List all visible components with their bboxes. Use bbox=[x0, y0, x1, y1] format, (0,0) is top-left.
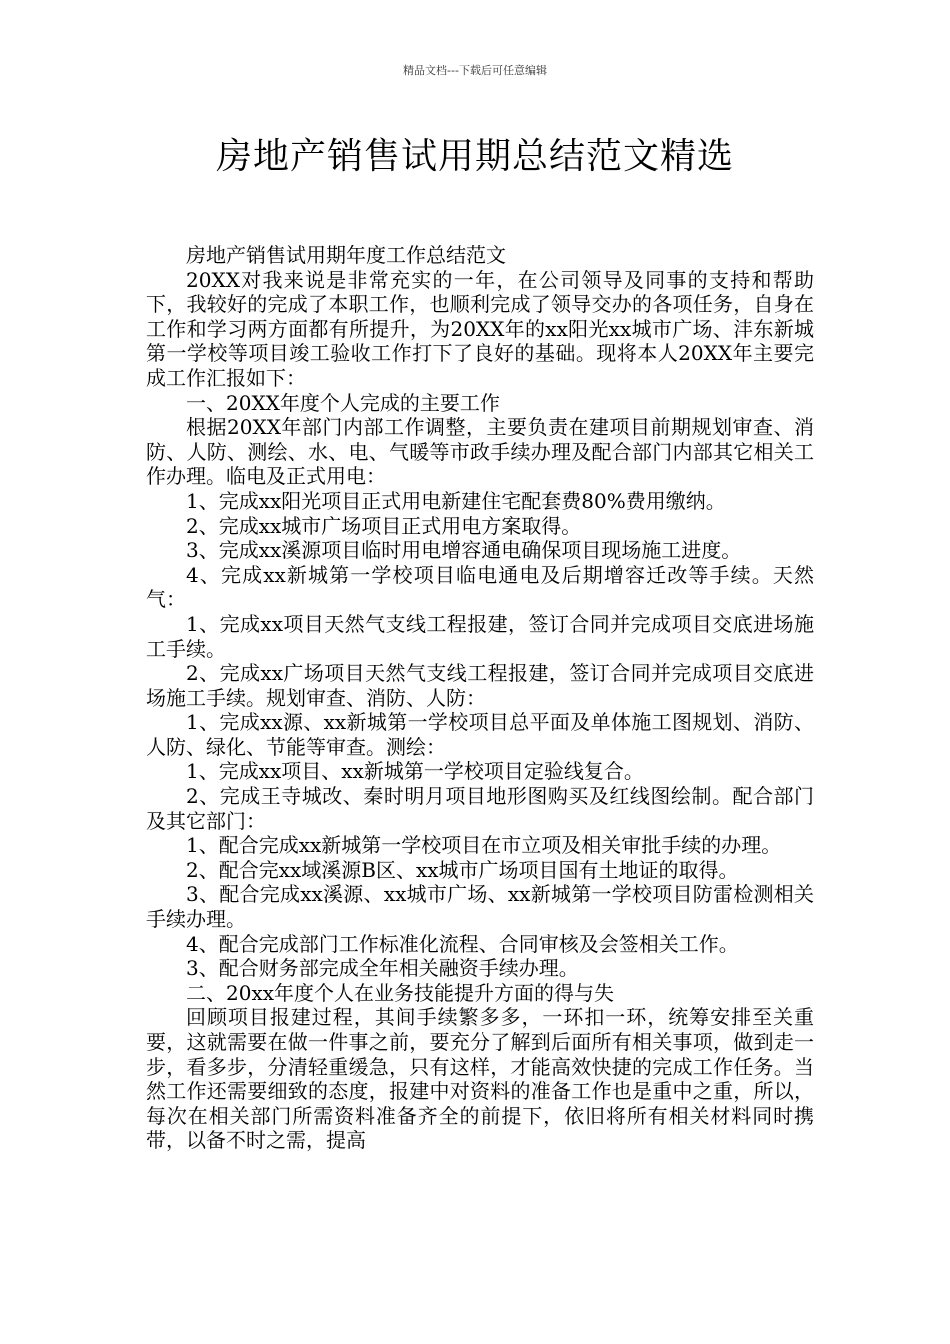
paragraph-subtitle: 房地产销售试用期年度工作总结范文 bbox=[186, 243, 506, 267]
section-heading-2: 二、20xx年度个人在业务技能提升方面的得与失 bbox=[186, 980, 615, 1005]
list-item: 3、完成xx溪源项目临时用电增容通电确保项目现场施工进度。 bbox=[186, 538, 742, 563]
document-title: 房地产销售试用期总结范文精选 bbox=[215, 136, 734, 177]
section-heading-1: 一、20XX年度个人完成的主要工作 bbox=[186, 390, 500, 415]
list-item: 1、配合完成xx新城第一学校项目在市立项及相关审批手续的办理。 bbox=[186, 833, 782, 858]
list-item: 4、配合完成部门工作标准化流程、合同审核及会签相关工作。 bbox=[186, 931, 739, 956]
paragraph-intro: 20XX对我来说是非常充实的一年，在公司领导及同事的支持和帮助下，我较好的完成了本职工作，也顺利完成了领导交办的各项任务，自身在工作和学习两方面都有所提升，为20XX年的xx阳光xx城市广场、沣东新城第一学校等项目竣工验收工作打下了良好的基础。现将本人20XX年主要完成工作汇报如下： bbox=[146, 267, 814, 390]
header-note: 精品文档---下载后可任意编辑 bbox=[403, 64, 547, 77]
document-body bbox=[146, 243, 814, 1153]
list-item: 1、完成xx项目天然气支线工程报建，签订合同并完成项目交底进场施工手续。 bbox=[146, 611, 814, 661]
list-item: 1、完成xx源、xx新城第一学校项目总平面及单体施工图规划、消防、人防、绿化、节能等审查。测绘： bbox=[146, 710, 814, 759]
list-item: 2、完成xx城市广场项目正式用电方案取得。 bbox=[186, 513, 582, 538]
list-item: 1、完成xx阳光项目正式用电新建住宅配套费80%费用缴纳。 bbox=[186, 488, 726, 513]
list-item: 3、配合完成xx溪源、xx城市广场、xx新城第一学校项目防雷检测相关手续办理。 bbox=[146, 882, 814, 932]
list-item: 2、配合完xx域溪源B区、xx城市广场项目国有土地证的取得。 bbox=[186, 857, 739, 882]
list-item: 2、完成xx广场项目天然气支线工程报建，签订合同并完成项目交底进场施工手续。规划审查、消防、人防： bbox=[146, 661, 814, 710]
paragraph: 根据20XX年部门内部工作调整，主要负责在建项目前期规划审查、消防、人防、测绘、水、电、气暖等市政手续办理及配合部门内部其它相关工作办理。临电及正式用电： bbox=[146, 415, 814, 489]
list-item: 2、完成王寺城改、秦时明月项目地形图购买及红线图绘制。配合部门及其它部门： bbox=[146, 784, 814, 833]
list-item: 3、配合财务部完成全年相关融资手续办理。 bbox=[186, 956, 579, 981]
list-item: 1、完成xx项目、xx新城第一学校项目定验线复合。 bbox=[186, 759, 644, 784]
list-item: 4、完成xx新城第一学校项目临电通电及后期增容迁改等手续。天然气： bbox=[146, 562, 814, 612]
paragraph: 回顾项目报建过程，其间手续繁多多，一环扣一环，统筹安排至关重要，这就需要在做一件事之前，要充分了解到后面所有相关事项，做到走一步，看多步，分清轻重缓急，只有这样，才能高效快捷的完成工作任务。当然工作还需要细致的态度，报建中对资料的准备工作也是重中之重，所以，每次在相关部门所需资料准备齐全的前提下，依旧将所有相关材料同时携带，以备不时之需，提高 bbox=[146, 1005, 814, 1153]
